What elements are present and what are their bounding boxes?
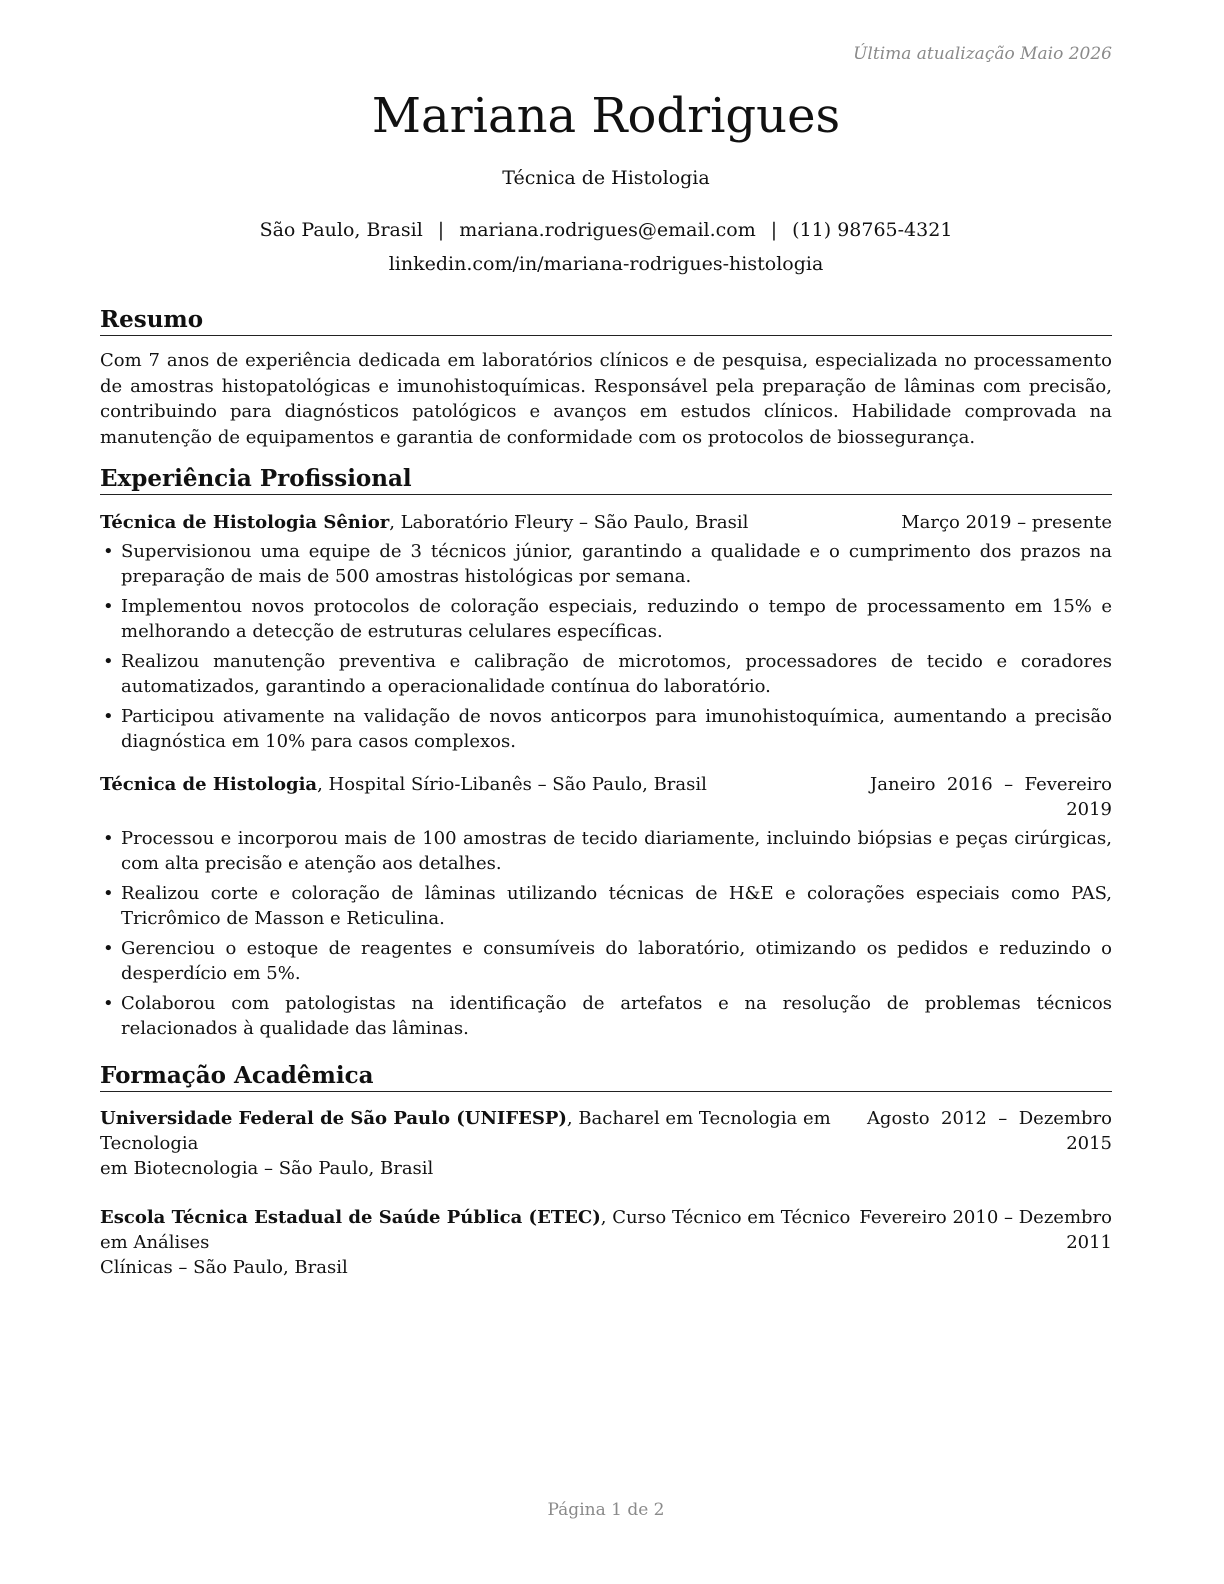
experience-heading: Experiência Profissional — [100, 465, 1112, 495]
list-item: • Realizou manutenção preventiva e calibração de microtomos, processadores de tecido e coradores automatizados, garantindo a operacionalidade contínua do laboratório. — [100, 649, 1112, 699]
summary-text: Com 7 anos de experiência dedicada em laboratórios clínicos e de pesquisa, especializada no processamento de amostras histopatológicas e imunohistoquímicas. Responsável pela preparação de lâminas com precisão, contribuindo para diagnósticos patológicos e avanços em estudos clínicos. Habilidade comprovada na manutenção de equipamentos e garantia de conformidade com os protocolos de biossegurança. — [100, 350, 1112, 448]
candidate-role: Técnica de Histologia — [502, 167, 710, 189]
list-item: • Participou ativamente na validação de novos anticorpos para imunohistoquímica, aumentando a precisão diagnóstica em 10% para casos complexos. — [100, 704, 1112, 754]
contact-separator: | — [437, 219, 445, 241]
email-link[interactable]: mariana.rodrigues@email.com — [459, 219, 756, 241]
education-heading: Formação Acadêmica — [100, 1062, 1112, 1092]
list-item: • Implementou novos protocolos de coloração especiais, reduzindo o tempo de processamento em 15% e melhorando a detecção de estruturas celulares específicas. — [100, 594, 1112, 644]
candidate-name: Mariana Rodrigues — [371, 88, 841, 144]
job-entry — [100, 510, 1112, 754]
education-dates-line: 2015 — [1066, 1133, 1112, 1154]
job-dates-line: 2019 — [1066, 799, 1112, 820]
list-item: • Gerenciou o estoque de reagentes e consumíveis do laboratório, otimizando os pedidos e reduzindo o desperdício em 5%. — [100, 936, 1112, 986]
education-dates — [859, 1205, 1112, 1280]
education-section — [100, 1062, 1112, 1280]
education-institution: Escola Técnica Estadual de Saúde Pública (ETEC) — [100, 1207, 601, 1228]
list-item: • Realizou corte e coloração de lâminas utilizando técnicas de H&E e colorações especiais como PAS, Tricrômico de Masson e Reticulina. — [100, 881, 1112, 931]
contact-separator: | — [770, 219, 778, 241]
location: São Paulo, Brasil — [259, 219, 423, 241]
contact-line — [100, 219, 1112, 241]
experience-section — [100, 465, 1112, 1046]
page-number: Página 1 de 2 — [547, 1500, 665, 1520]
education-detail: , Curso Técnico em Técnico em Análises — [100, 1207, 851, 1253]
resume-page — [100, 0, 1112, 1584]
list-item: • Processou e incorporou mais de 100 amostras de tecido diariamente, incluindo biópsias e peças cirúrgicas, com alta precisão e atenção aos detalhes. — [100, 826, 1112, 876]
list-item: • Colaborou com patologistas na identificação de artefatos e na resolução de problemas técnicos relacionados à qualidade das lâminas. — [100, 991, 1112, 1041]
last-updated: Última atualização Maio 2026 — [853, 44, 1112, 64]
job-company: , Hospital Sírio-Libanês – São Paulo, Brasil — [317, 774, 707, 795]
job-bullets — [100, 826, 1112, 1041]
phone: (11) 98765-4321 — [792, 219, 953, 241]
job-header — [100, 772, 1112, 822]
job-dates — [870, 772, 1112, 822]
summary-heading: Resumo — [100, 306, 1112, 336]
education-entry — [100, 1106, 1112, 1181]
list-item: • Supervisionou uma equipe de 3 técnicos júnior, garantindo a qualidade e o cumprimento dos prazos na preparação de mais de 500 amostras histológicas por semana. — [100, 539, 1112, 589]
linkedin-link[interactable]: linkedin.com/in/mariana-rodrigues-histologia — [388, 253, 824, 275]
education-detail: Clínicas – São Paulo, Brasil — [100, 1257, 348, 1278]
job-position: Técnica de Histologia — [100, 774, 318, 795]
job-dates: Março 2019 – presente — [901, 512, 1112, 533]
job-company: , Laboratório Fleury – São Paulo, Brasil — [389, 512, 749, 533]
education-institution: Universidade Federal de São Paulo (UNIFESP) — [100, 1108, 567, 1129]
education-dates-line: Fevereiro 2010 – Dezembro — [859, 1207, 1112, 1228]
education-entry — [100, 1205, 1112, 1280]
job-bullets — [100, 539, 1112, 754]
education-dates — [867, 1106, 1112, 1181]
education-dates-line: 2011 — [1066, 1232, 1112, 1253]
job-entry — [100, 772, 1112, 1041]
education-detail: em Biotecnologia – São Paulo, Brasil — [100, 1158, 434, 1179]
education-detail: , Bacharel em Tecnologia em Tecnologia — [100, 1108, 831, 1154]
job-position: Técnica de Histologia Sênior — [100, 512, 390, 533]
job-dates-line: Janeiro 2016 – Fevereiro — [870, 774, 1112, 795]
education-dates-line: Agosto 2012 – Dezembro — [866, 1108, 1112, 1129]
job-header — [100, 510, 1112, 535]
summary-section — [100, 306, 1112, 450]
